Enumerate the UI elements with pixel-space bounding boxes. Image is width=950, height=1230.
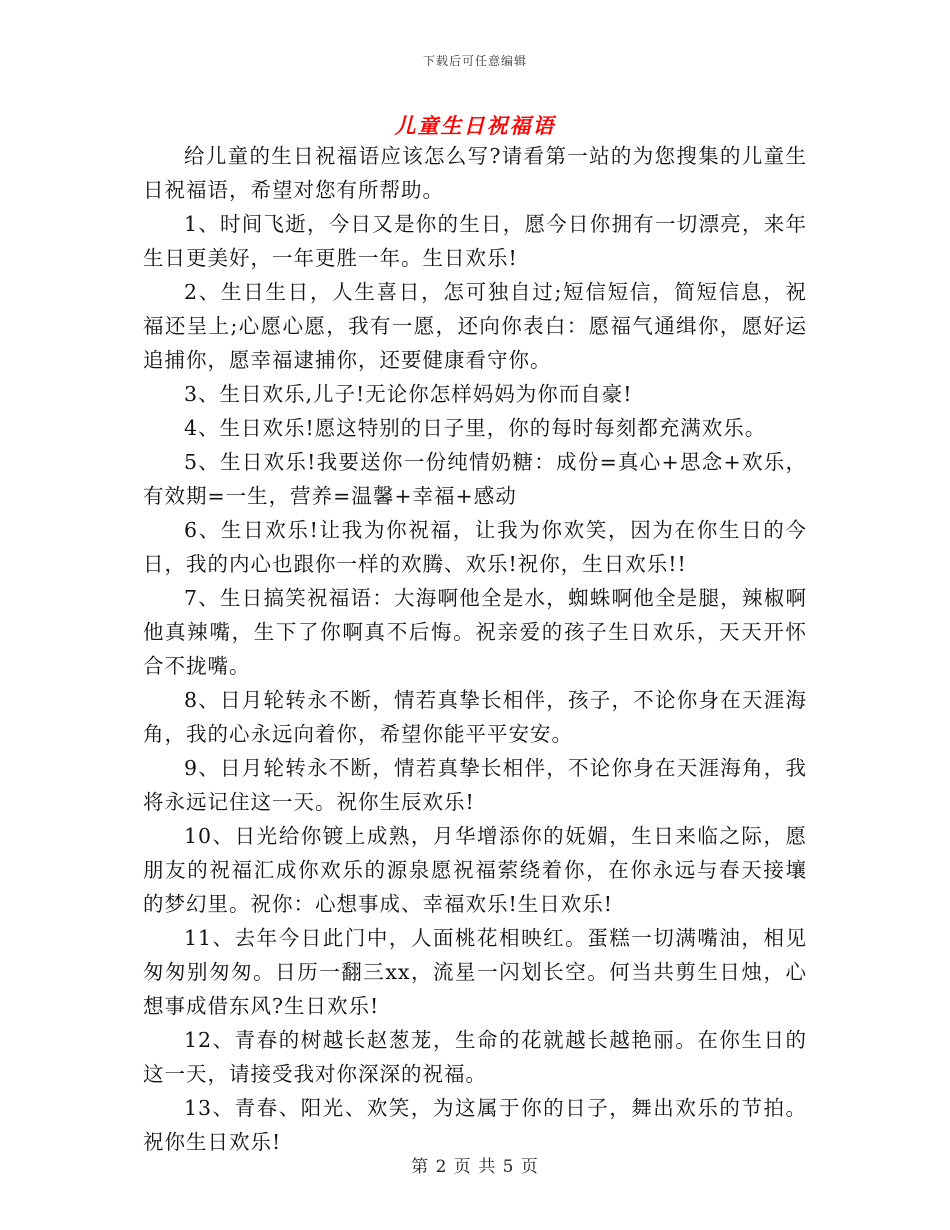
document-title: 儿童生日祝福语 [394, 114, 556, 138]
wish-paragraph-2: 2、生日生日，人生喜日，怎可独自过;短信短信，简短信息，祝福还呈上;心愿心愿，我有一愿，还向你表白：愿福气通缉你，愿好运追捕你，愿幸福逮捕你，还要健康看守你。 [143, 280, 807, 372]
document-body [143, 139, 807, 1159]
wish-paragraph-13: 13、青春、阳光、欢笑，为这属于你的日子，舞出欢乐的节拍。祝你生日欢乐! [143, 1096, 807, 1154]
wish-paragraph-7: 7、生日搞笑祝福语：大海啊他全是水，蜘蛛啊他全是腿，辣椒啊他真辣嘴，生下了你啊真不后悔。祝亲爱的孩子生日欢乐，天天开怀合不拢嘴。 [143, 586, 807, 678]
wish-paragraph-6: 6、生日欢乐!让我为你祝福，让我为你欢笑，因为在你生日的今日，我的内心也跟你一样的欢腾、欢乐!祝你，生日欢乐!! [143, 518, 807, 576]
wish-paragraph-1: 1、时间飞逝，今日又是你的生日，愿今日你拥有一切漂亮，来年生日更美好，一年更胜一年。生日欢乐! [143, 212, 807, 270]
wish-paragraph-8: 8、日月轮转永不断，情若真挚长相伴，孩子，不论你身在天涯海角，我的心永远向着你，希望你能平平安安。 [143, 688, 807, 746]
wish-paragraph-12: 12、青春的树越长赵葱茏，生命的花就越长越艳丽。在你生日的这一天，请接受我对你深深的祝福。 [143, 1028, 807, 1086]
wish-paragraph-4: 4、生日欢乐!愿这特别的日子里，你的每时每刻都充满欢乐。 [184, 416, 767, 440]
wish-paragraph-5: 5、生日欢乐!我要送你一份纯情奶糖：成份=真心+思念+欢乐，有效期=一生，营养=温馨+幸福+感动 [143, 450, 807, 508]
wish-paragraph-3: 3、生日欢乐,儿子!无论你怎样妈妈为你而自豪! [184, 382, 633, 406]
page-number-footer: 第 2 页 共 5 页 [411, 1157, 539, 1177]
wish-paragraph-10: 10、日光给你镀上成熟，月华增添你的妩媚，生日来临之际，愿朋友的祝福汇成你欢乐的源泉愿祝福萦绕着你，在你永远与春天接壤的梦幻里。祝你：心想事成、幸福欢乐!生日欢乐! [143, 824, 807, 916]
wish-paragraph-9: 9、日月轮转永不断，情若真挚长相伴，不论你身在天涯海角，我将永远记住这一天。祝你生辰欢乐! [143, 756, 807, 814]
page-header-note: 下载后可任意编辑 [422, 54, 527, 68]
intro-paragraph: 给儿童的生日祝福语应该怎么写?请看第一站的为您搜集的儿童生日祝福语，希望对您有所帮助。 [143, 144, 807, 202]
wish-paragraph-11: 11、去年今日此门中，人面桃花相映红。蛋糕一切满嘴油，相见匆匆别匆匆。日历一翻三xx，流星一闪划长空。何当共剪生日烛，心想事成借东风?生日欢乐! [143, 926, 807, 1018]
